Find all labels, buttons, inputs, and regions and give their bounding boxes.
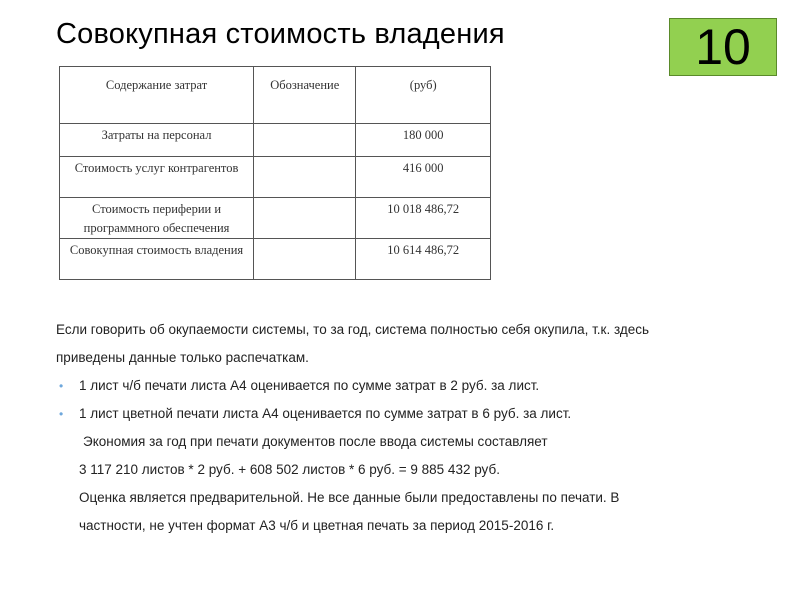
table-row <box>60 157 491 198</box>
table-row <box>60 124 491 157</box>
table-header-row <box>60 67 491 124</box>
economy-line: Экономия за год при печати документов после ввода системы составляет <box>83 434 548 449</box>
column-header-designation: Обозначение <box>254 67 356 124</box>
cell-designation <box>254 198 356 239</box>
cell-cost-item: Стоимость периферии и программного обеспечения <box>60 198 254 239</box>
intro-line-1: Если говорить об окупаемости системы, то за год, система полностью себя окупила, т.к. здесь <box>56 322 650 337</box>
cell-cost-item: Стоимость услуг контрагентов <box>60 157 254 198</box>
cell-cost-item: Затраты на персонал <box>60 124 254 157</box>
cost-table <box>59 66 491 280</box>
bullet-item <box>56 372 776 400</box>
note-line-1: Оценка является предварительной. Не все данные были предоставлены по печати. В <box>79 490 620 505</box>
bullet-text: 1 лист ч/б печати листа А4 оценивается по сумме затрат в 2 руб. за лист. <box>79 378 540 393</box>
cell-value: 180 000 <box>356 124 491 157</box>
slide-title: Совокупная стоимость владения <box>56 18 505 50</box>
cell-designation <box>254 157 356 198</box>
cell-value: 10 614 486,72 <box>356 239 491 280</box>
note-line-2: частности, не учтен формат А3 ч/б и цветная печать за период 2015-2016 г. <box>79 518 555 533</box>
cell-cost-item: Совокупная стоимость владения <box>60 239 254 280</box>
table-row <box>60 239 491 280</box>
table-row <box>60 198 491 239</box>
slide-number-badge: 10 <box>669 18 777 76</box>
column-header-rub: (руб) <box>356 67 491 124</box>
cell-designation <box>254 124 356 157</box>
cell-value: 416 000 <box>356 157 491 198</box>
bullet-item <box>56 400 776 428</box>
bullet-dot-icon: • <box>59 407 64 421</box>
cell-value: 10 018 486,72 <box>356 198 491 239</box>
bullet-dot-icon: • <box>59 379 64 393</box>
slide-body-text <box>56 316 776 540</box>
intro-line-2: приведены данные только распечаткам. <box>56 350 309 365</box>
cell-designation <box>254 239 356 280</box>
column-header-cost-item: Содержание затрат <box>60 67 254 124</box>
bullet-text: 1 лист цветной печати листа А4 оценивается по сумме затрат в 6 руб. за лист. <box>79 406 572 421</box>
formula-line: 3 117 210 листов * 2 руб. + 608 502 листов * 6 руб. = 9 885 432 руб. <box>79 462 500 477</box>
